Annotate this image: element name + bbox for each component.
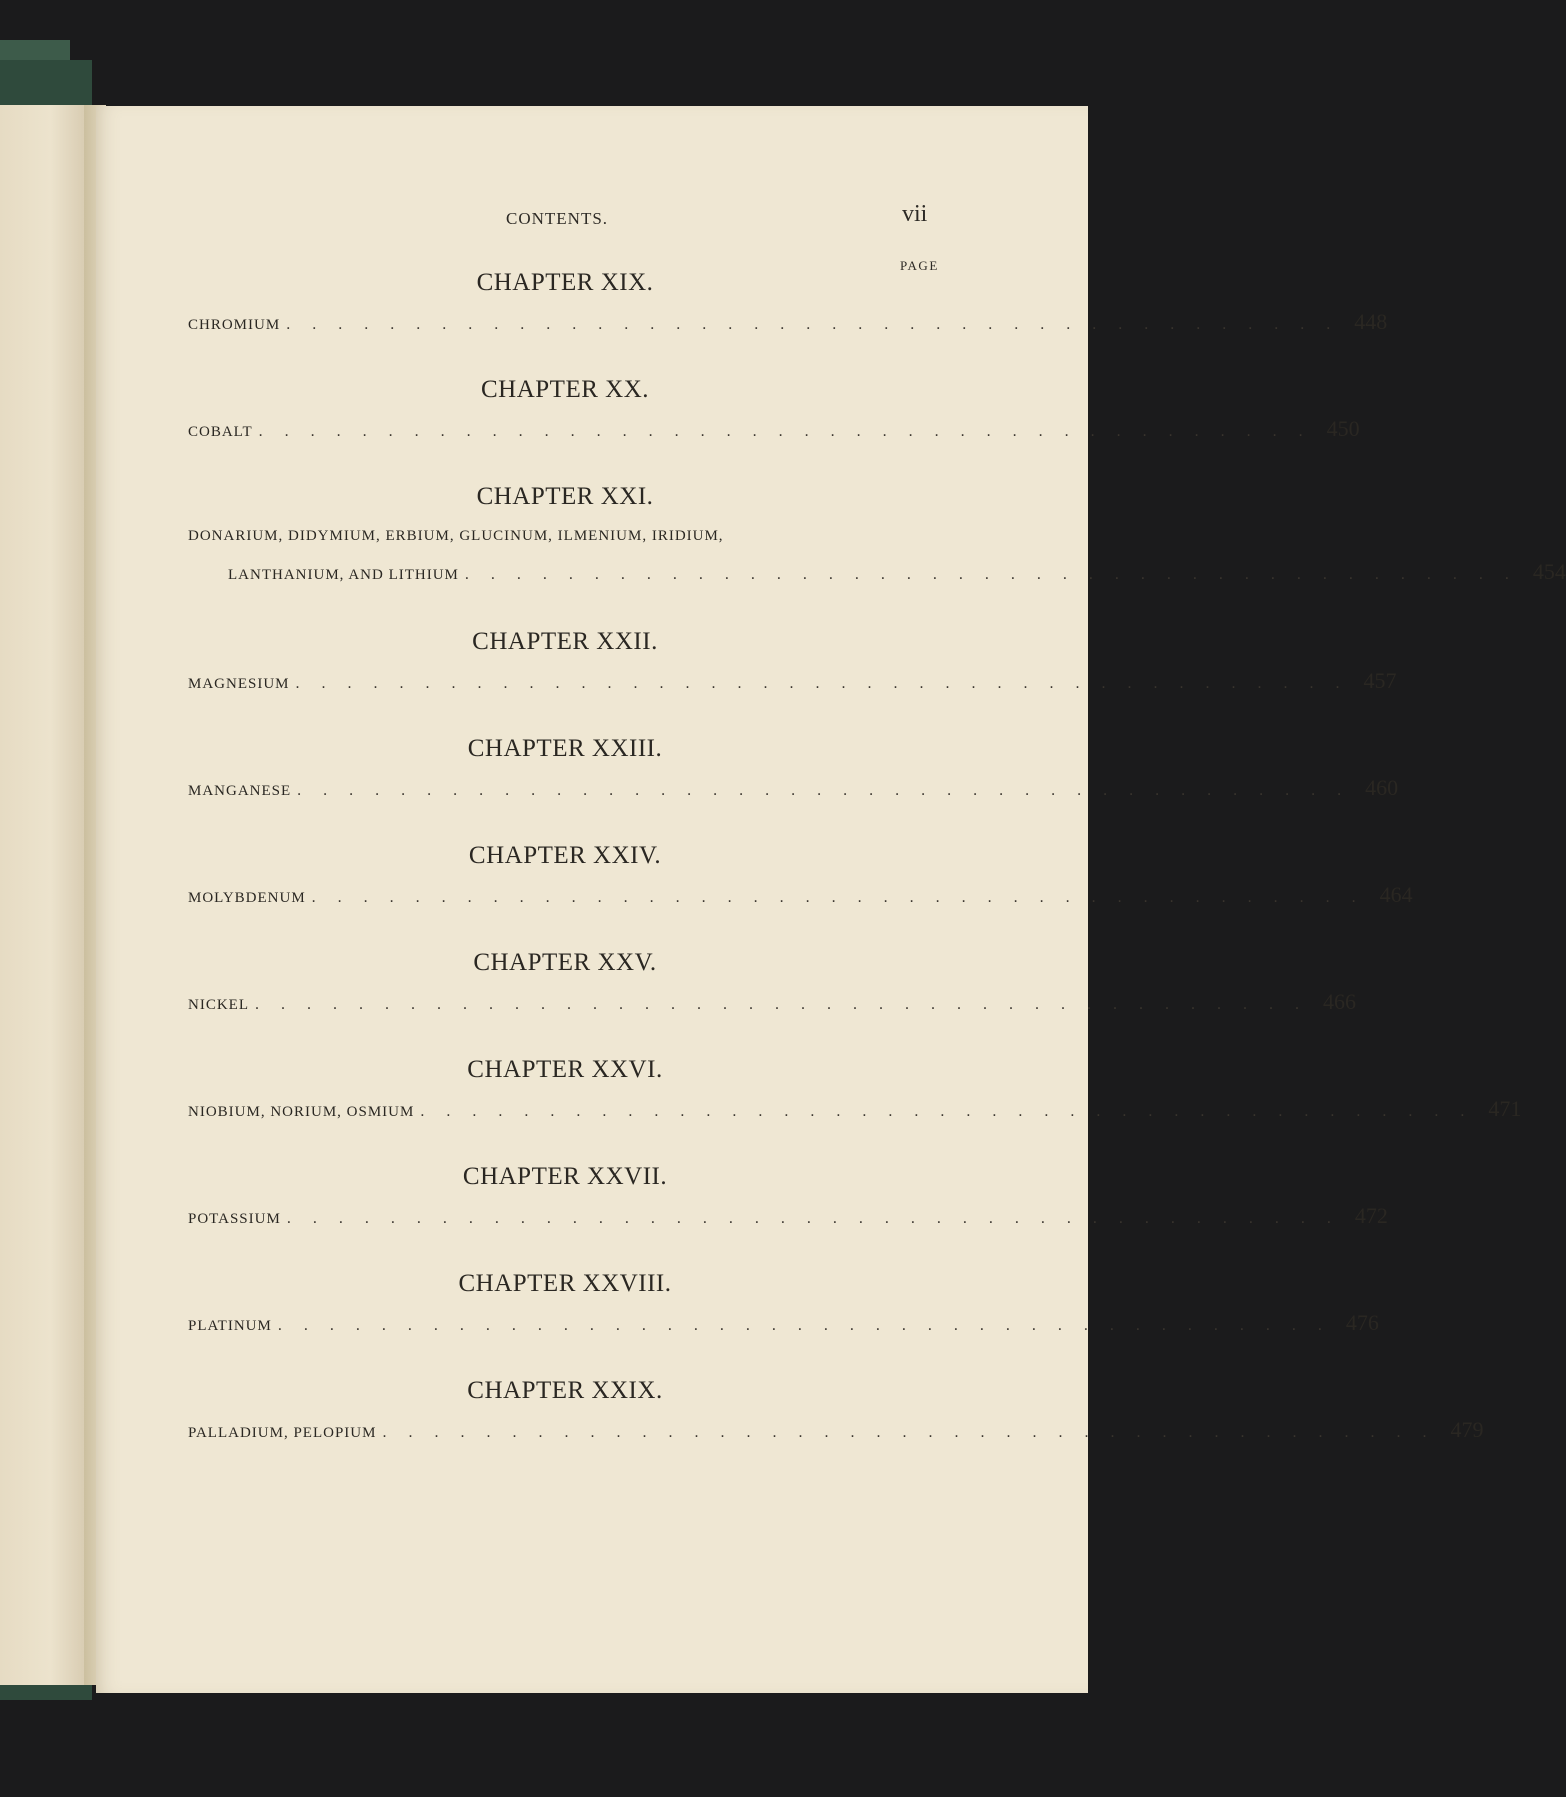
entry-title: MANGANESE [188, 783, 292, 799]
chapter-heading: CHAPTER XXV. [473, 949, 657, 976]
dot-leader: . . . . . . . . . . . . . . . . . . . . . . . . . . . . . . . . . . . . . . . . . [297, 782, 1351, 799]
chapter-heading: CHAPTER XXVIII. [458, 1270, 672, 1297]
dot-leader: . . . . . . . . . . . . . . . . . . . . . . . . . . . . . . . . . . . . . . . . . [258, 423, 1312, 440]
entry-title: PLATINUM [188, 1318, 272, 1334]
toc-entry [188, 662, 1397, 700]
entry-page-number: 466 [1323, 989, 1356, 1014]
entry-page-number: 476 [1345, 1310, 1379, 1335]
chapter-heading: CHAPTER XXIII. [467, 735, 663, 762]
entry-page-number: 479 [1450, 1417, 1484, 1442]
entry-page-number: 460 [1365, 775, 1399, 800]
dot-leader: . . . . . . . . . . . . . . . . . . . . . . . . . . . . . . . . . . . . . . . . . [255, 996, 1308, 1013]
chapter-heading: CHAPTER XXVII. [462, 1163, 668, 1190]
entry-page-number: 448 [1354, 309, 1388, 334]
entry-title: CHROMIUM [188, 317, 281, 333]
entry-title: PALLADIUM, PELOPIUM [188, 1425, 377, 1441]
toc-entry [188, 769, 1399, 807]
page-column-label: PAGE [900, 258, 939, 273]
entry-page-number: 471 [1488, 1096, 1522, 1121]
entry-page-number: 464 [1379, 882, 1413, 907]
entry-title: COBALT [188, 424, 253, 440]
chapter-heading: CHAPTER XXI. [476, 483, 654, 510]
entry-title-line-1: DONARIUM, DIDYMIUM, ERBIUM, GLUCINUM, ILMENIUM, IRIDIUM, [188, 528, 724, 544]
entry-title-line-2: LANTHANIUM, AND LITHIUM [228, 567, 459, 583]
dot-leader: . . . . . . . . . . . . . . . . . . . . . . . . . . . . . . . . . . . . . . . . . [464, 566, 1518, 583]
entry-title-row-2 [188, 554, 1566, 593]
chapter-heading: CHAPTER XXIV. [468, 842, 662, 869]
toc-entry [188, 303, 1388, 341]
dot-leader: . . . . . . . . . . . . . . . . . . . . . . . . . . . . . . . . . . . . . . . . . [286, 1210, 1340, 1227]
chapter-heading: CHAPTER XX. [480, 376, 649, 403]
chapter-heading: CHAPTER XXVI. [467, 1056, 663, 1083]
toc-entry [188, 876, 1413, 914]
toc-entry [188, 1411, 1484, 1449]
dot-leader: . . . . . . . . . . . . . . . . . . . . . . . . . . . . . . . . . . . . . . . . . [286, 316, 1340, 333]
toc-entry [188, 1197, 1388, 1235]
entry-title: NICKEL [188, 997, 249, 1013]
entry-title: MAGNESIUM [188, 676, 290, 692]
entry-page-number: 450 [1326, 416, 1360, 441]
dot-leader: . . . . . . . . . . . . . . . . . . . . . . . . . . . . . . . . . . . . . . . . . [295, 675, 1349, 692]
toc-entry [188, 1090, 1522, 1128]
chapter-heading: CHAPTER XXII. [472, 628, 658, 655]
dot-leader: . . . . . . . . . . . . . . . . . . . . . . . . . . . . . . . . . . . . . . . . . [420, 1103, 1474, 1120]
entry-page-number: 454 [1532, 559, 1566, 584]
dot-leader: . . . . . . . . . . . . . . . . . . . . . . . . . . . . . . . . . . . . . . . . . [311, 889, 1365, 906]
entry-title: POTASSIUM [188, 1211, 281, 1227]
chapter-heading: CHAPTER XIX. [476, 269, 654, 296]
toc-entry [188, 517, 1566, 593]
dot-leader: . . . . . . . . . . . . . . . . . . . . . . . . . . . . . . . . . . . . . . . . . [382, 1424, 1436, 1441]
toc-entry [188, 410, 1360, 448]
page-number: vii [902, 201, 928, 227]
toc-list [188, 263, 1566, 1478]
dot-leader: . . . . . . . . . . . . . . . . . . . . . . . . . . . . . . . . . . . . . . . . . [277, 1317, 1331, 1334]
entry-title: NIOBIUM, NORIUM, OSMIUM [188, 1104, 415, 1120]
left-page [0, 105, 84, 1685]
toc-entry [188, 983, 1356, 1021]
chapter-heading: CHAPTER XXIX. [467, 1377, 663, 1404]
contents-page [96, 106, 1566, 1693]
entry-page-number: 472 [1354, 1203, 1388, 1228]
running-head: CONTENTS. [506, 209, 609, 228]
toc-entry [188, 1304, 1379, 1342]
entry-title-block [188, 518, 1566, 593]
entry-title: MOLYBDENUM [188, 890, 306, 906]
entry-page-number: 457 [1363, 668, 1397, 693]
